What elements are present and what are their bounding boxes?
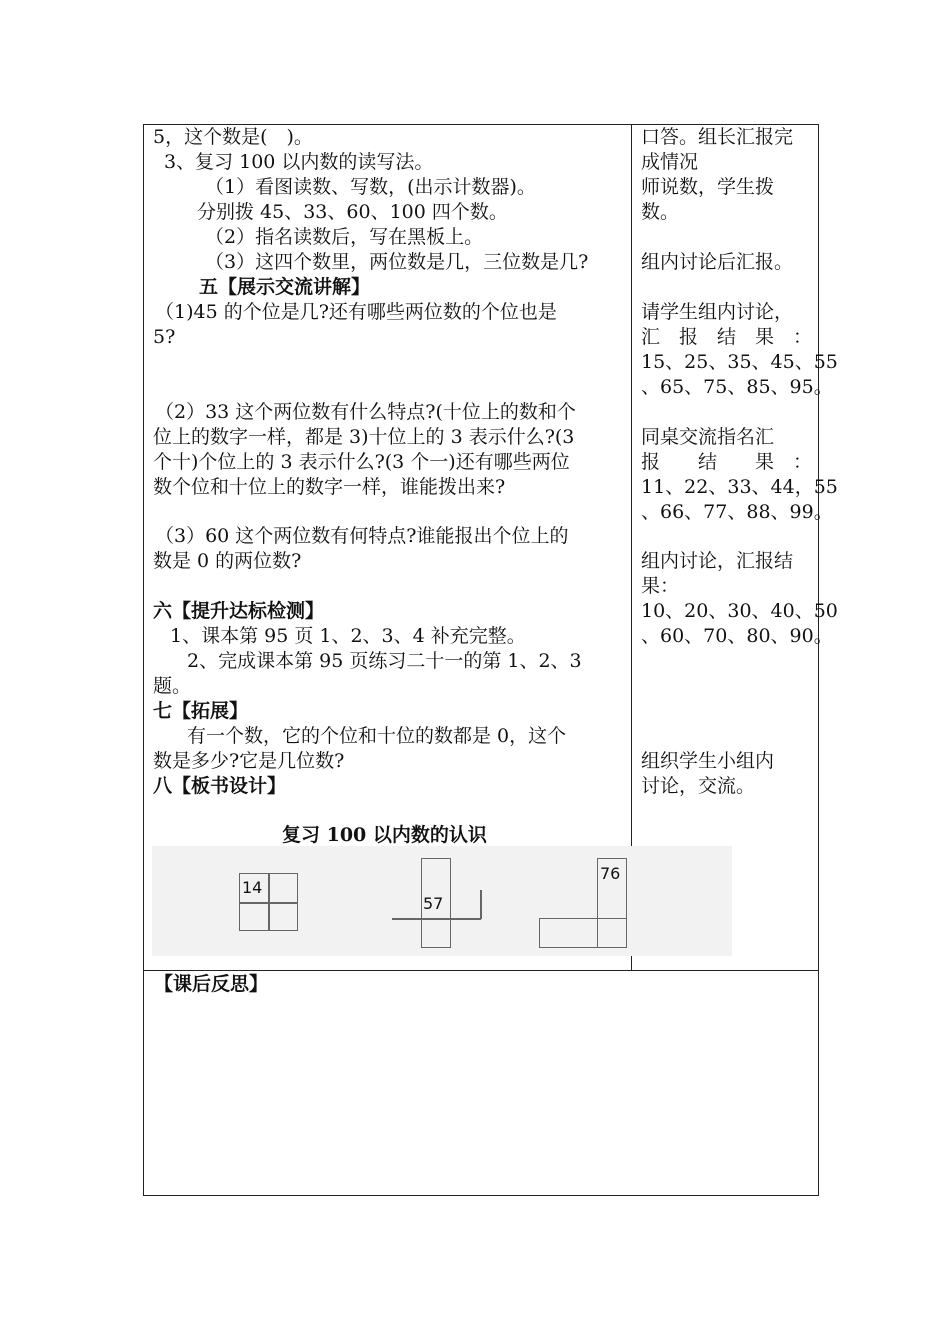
left-line: 1、课本第 95 页 1、2、3、4 补充完整。 bbox=[170, 625, 526, 647]
left-line: （3）这四个数里，两位数是几，三位数是几? bbox=[205, 251, 589, 273]
right-line: 11、22、33、44，55 bbox=[641, 476, 838, 498]
left-line: 个十)个位上的 3 表示什么?(3 个一)还有哪些两位 bbox=[153, 451, 570, 473]
left-line: 题。 bbox=[153, 675, 192, 697]
right-line: 数。 bbox=[641, 201, 680, 223]
right-line: 组内讨论后汇报。 bbox=[641, 251, 794, 273]
right-line: 讨论，交流。 bbox=[641, 775, 756, 797]
right-line: 、66、77、88、99。 bbox=[641, 501, 833, 523]
left-line: （2）33 这个两位数有什么特点?(十位上的数和个 bbox=[155, 401, 576, 423]
right-line: 口答。组长汇报完 bbox=[641, 126, 794, 148]
left-line: 有一个数，它的个位和十位的数都是 0，这个 bbox=[187, 725, 567, 747]
row-divider bbox=[143, 970, 819, 971]
left-line: （1)45 的个位是几?还有哪些两位数的个位也是 bbox=[155, 301, 557, 323]
grid-line bbox=[480, 890, 482, 919]
grid-line bbox=[239, 902, 298, 904]
section-heading-6: 六【提升达标检测】 bbox=[153, 600, 325, 622]
left-line: 2、完成课本第 95 页练习二十一的第 1、2、3 bbox=[187, 650, 582, 672]
number-label: 57 bbox=[423, 894, 444, 913]
left-line: 数是 0 的两位数? bbox=[153, 550, 302, 572]
column-divider bbox=[631, 124, 632, 971]
right-line: 成情况 bbox=[641, 151, 699, 173]
left-line: 5，这个数是( )。 bbox=[153, 126, 313, 148]
right-line: 10、20、30、40、50 bbox=[641, 600, 838, 622]
number-label: 76 bbox=[600, 864, 621, 883]
grid-line bbox=[392, 918, 481, 920]
right-line: 师说数，学生拨 bbox=[641, 176, 775, 198]
left-line: 位上的数字一样，都是 3)十位上的 3 表示什么?(3 bbox=[153, 426, 575, 448]
right-line: 组内讨论，汇报结 bbox=[641, 550, 794, 572]
section-heading-7: 七【拓展】 bbox=[153, 700, 249, 722]
right-line: 、60、70、80、90。 bbox=[641, 625, 833, 647]
left-line: 数是多少?它是几位数? bbox=[153, 750, 345, 772]
board-design-title: 复习 100 以内数的认识 bbox=[282, 824, 487, 846]
right-line: 果： bbox=[641, 575, 680, 597]
right-line: 同桌交流指名汇 bbox=[641, 426, 775, 448]
right-line: 、65、75、85、95。 bbox=[641, 376, 833, 398]
right-line: 15、25、35、45、55 bbox=[641, 351, 838, 373]
right-line: 组织学生小组内 bbox=[641, 750, 775, 772]
right-line: 报 结 果 ： bbox=[641, 451, 813, 473]
left-line: 分别拨 45、33、60、100 四个数。 bbox=[197, 201, 508, 223]
reflection-heading: 【课后反思】 bbox=[154, 973, 269, 995]
place-value-row bbox=[539, 918, 627, 948]
section-heading-5: 五【展示交流讲解】 bbox=[199, 276, 371, 298]
left-line: 数个位和十位上的数字一样，谁能拨出来? bbox=[153, 476, 506, 498]
number-label: 14 bbox=[242, 878, 263, 897]
left-line: 3、复习 100 以内数的读写法。 bbox=[164, 151, 434, 173]
left-line: 5? bbox=[153, 326, 176, 348]
left-line: （3）60 这个两位数有何特点?谁能报出个位上的 bbox=[155, 525, 569, 547]
section-heading-8: 八【板书设计】 bbox=[153, 775, 287, 797]
left-line: （1）看图读数、写数，(出示计数器)。 bbox=[205, 176, 536, 198]
right-line: 请学生组内讨论， bbox=[641, 301, 794, 323]
board-design-figure bbox=[152, 846, 732, 956]
left-line: （2）指名读数后，写在黑板上。 bbox=[205, 226, 484, 248]
right-line: 汇 报 结 果 ： bbox=[641, 326, 813, 348]
